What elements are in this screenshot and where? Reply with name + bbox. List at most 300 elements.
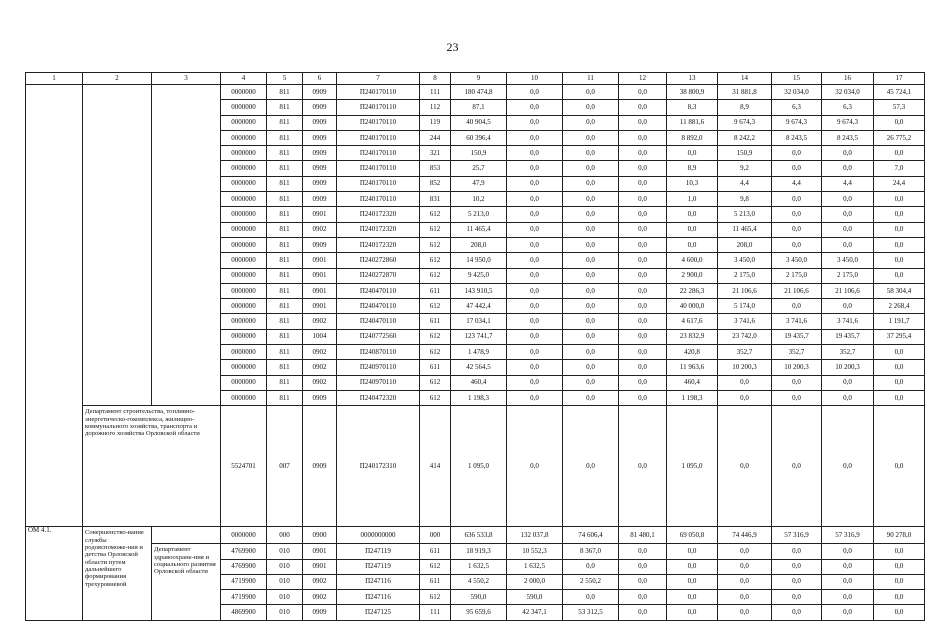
table-cell: 0,0 (718, 590, 772, 605)
table-cell: 352,7 (718, 345, 772, 360)
table-cell: 0,0 (563, 176, 619, 191)
table-cell: 612 (420, 207, 451, 222)
table-cell: 0901 (303, 253, 337, 268)
table-cell: 0909 (303, 176, 337, 191)
table-cell: 0,0 (874, 207, 925, 222)
table-cell: П240470110 (337, 314, 420, 329)
table-cell: 4 550,2 (451, 574, 507, 589)
empty-cell (83, 85, 152, 406)
table-cell: 0,0 (667, 222, 718, 237)
table-cell: 0902 (303, 345, 337, 360)
table-cell: 0,0 (772, 390, 822, 405)
table-cell: 811 (267, 390, 303, 405)
table-cell: 0,0 (772, 590, 822, 605)
table-cell: 010 (267, 559, 303, 574)
table-cell: 0,0 (619, 222, 667, 237)
table-cell: 811 (267, 176, 303, 191)
table-cell: 0,0 (874, 237, 925, 252)
table-cell: 8 367,0 (563, 544, 619, 559)
table-cell: 420,8 (667, 345, 718, 360)
table-cell: 0,0 (772, 161, 822, 176)
table-cell: 57 316,9 (822, 527, 874, 544)
table-cell: 0,0 (507, 130, 563, 145)
table-cell: 0,0 (874, 360, 925, 375)
column-number: 5 (267, 73, 303, 85)
table-cell: 0,0 (507, 268, 563, 283)
table-cell: 21 106,6 (772, 283, 822, 298)
table-cell: П240772560 (337, 329, 420, 344)
table-cell: 0,0 (874, 222, 925, 237)
table-cell: 74 606,4 (563, 527, 619, 544)
table-cell: П240970110 (337, 375, 420, 390)
table-cell: 590,0 (451, 590, 507, 605)
table-cell: 0,0 (619, 237, 667, 252)
table-cell: 0,0 (619, 345, 667, 360)
table-cell: 0,0 (874, 192, 925, 207)
table-cell: 3 450,0 (822, 253, 874, 268)
table-cell: 0,0 (507, 176, 563, 191)
table-cell: 0,0 (563, 345, 619, 360)
column-number: 4 (221, 73, 267, 85)
table-cell: 811 (267, 360, 303, 375)
table-cell: 0,0 (507, 207, 563, 222)
column-number: 2 (83, 73, 152, 85)
table-cell: 4 600,0 (667, 253, 718, 268)
table-cell: 1 478,9 (451, 345, 507, 360)
table-cell: 0,0 (667, 590, 718, 605)
table-cell: 611 (420, 574, 451, 589)
table-cell: 0901 (303, 283, 337, 298)
table-cell: 0000000 (221, 207, 267, 222)
table-cell: 10,2 (451, 192, 507, 207)
table-cell: 0000000 (221, 527, 267, 544)
table-cell: 0,0 (772, 222, 822, 237)
table-cell: 0,0 (507, 146, 563, 161)
table-cell: 111 (420, 85, 451, 100)
table-cell: 2 268,4 (874, 299, 925, 314)
page-number: 23 (446, 40, 459, 54)
table-cell: 47 442,4 (451, 299, 507, 314)
column-number: 1 (26, 73, 83, 85)
table-cell: 5 174,0 (718, 299, 772, 314)
table-cell: 852 (420, 176, 451, 191)
table-cell: 87,1 (451, 100, 507, 115)
table-cell: 0,0 (563, 268, 619, 283)
table-cell: 119 (420, 115, 451, 130)
table-cell: 8 242,2 (718, 130, 772, 145)
table-cell: 0000000 (221, 375, 267, 390)
table-cell: 8 243,5 (822, 130, 874, 145)
table-cell: 0,0 (619, 253, 667, 268)
table-cell: 0902 (303, 375, 337, 390)
table-cell: 612 (420, 268, 451, 283)
table-cell: 150,9 (451, 146, 507, 161)
table-cell: 811 (267, 207, 303, 222)
column-number: 13 (667, 73, 718, 85)
table-cell: 0909 (303, 192, 337, 207)
table-cell: 0,0 (772, 375, 822, 390)
table-cell: 8,3 (667, 100, 718, 115)
table-cell: 0,0 (619, 375, 667, 390)
table-cell: 3 450,0 (718, 253, 772, 268)
table-cell: 5524701 (221, 406, 267, 527)
table-cell: 0,0 (822, 375, 874, 390)
table-cell: 0901 (303, 299, 337, 314)
table-cell: П247119 (337, 544, 420, 559)
table-cell: 010 (267, 544, 303, 559)
table-cell: 0,0 (822, 574, 874, 589)
table-cell: 47,9 (451, 176, 507, 191)
table-cell: 0,0 (563, 375, 619, 390)
table-cell: 40 904,5 (451, 115, 507, 130)
column-number: 8 (420, 73, 451, 85)
table-cell: 40 000,0 (667, 299, 718, 314)
table-cell: 208,0 (451, 237, 507, 252)
table-cell: 74 446,9 (718, 527, 772, 544)
table-cell: 0000000 (221, 192, 267, 207)
table-cell: 1004 (303, 329, 337, 344)
table-cell: 7,0 (874, 161, 925, 176)
table-cell: П240170110 (337, 192, 420, 207)
table-cell: 19 435,7 (822, 329, 874, 344)
table-cell: 0000000 (221, 237, 267, 252)
table-cell: 0,0 (667, 237, 718, 252)
empty-cell (152, 85, 221, 406)
table-cell: 0,0 (619, 574, 667, 589)
table-cell: 811 (267, 375, 303, 390)
table-cell: 0,0 (874, 390, 925, 405)
table-cell: 4769900 (221, 544, 267, 559)
table-row (26, 85, 925, 100)
table-cell: 0,0 (619, 590, 667, 605)
table-cell: 0,0 (563, 85, 619, 100)
table-cell: 0,0 (772, 146, 822, 161)
table-cell: 0,0 (507, 237, 563, 252)
column-number: 14 (718, 73, 772, 85)
table-cell: 244 (420, 130, 451, 145)
table-cell: 0,0 (563, 329, 619, 344)
table-cell: 0,0 (563, 314, 619, 329)
table-cell: П240870110 (337, 345, 420, 360)
table-cell: 0,0 (822, 590, 874, 605)
table-cell: 0902 (303, 590, 337, 605)
table-cell: 0000000 (221, 345, 267, 360)
table-cell: 612 (420, 253, 451, 268)
table-cell: 0909 (303, 406, 337, 527)
table-cell: 0,0 (667, 207, 718, 222)
table-cell: 32 034,0 (822, 85, 874, 100)
table-cell: 0,0 (507, 329, 563, 344)
table-cell: 0,0 (619, 207, 667, 222)
table-cell: П240272870 (337, 268, 420, 283)
table-cell: 0901 (303, 559, 337, 574)
table-cell: 0,0 (874, 345, 925, 360)
table-cell: 010 (267, 590, 303, 605)
table-cell: 2 175,0 (822, 268, 874, 283)
table-cell: 0000000 (221, 130, 267, 145)
table-cell: 3 450,0 (772, 253, 822, 268)
table-cell: 611 (420, 283, 451, 298)
table-cell: 0000000 (221, 222, 267, 237)
table-cell: 007 (267, 406, 303, 527)
table-cell: 1,0 (667, 192, 718, 207)
table-cell: 811 (267, 161, 303, 176)
table-cell: 0,0 (507, 406, 563, 527)
column-number: 16 (822, 73, 874, 85)
table-cell: 0000000 (221, 314, 267, 329)
table-cell: 180 474,8 (451, 85, 507, 100)
table-cell: 10 200,3 (772, 360, 822, 375)
table-cell: 21 106,6 (718, 283, 772, 298)
table-cell: 0,0 (619, 544, 667, 559)
table-cell: 0000000000 (337, 527, 420, 544)
table-cell: 612 (420, 390, 451, 405)
table-cell: 0,0 (874, 544, 925, 559)
table-cell: 11 465,4 (451, 222, 507, 237)
table-cell: 4869900 (221, 605, 267, 620)
table-cell: 811 (267, 100, 303, 115)
table-cell: П240170110 (337, 176, 420, 191)
table-cell: 58 304,4 (874, 283, 925, 298)
table-cell: 53 312,5 (563, 605, 619, 620)
table-cell: 10 200,3 (822, 360, 874, 375)
table-cell: П240170110 (337, 130, 420, 145)
table-cell: 10 200,3 (718, 360, 772, 375)
table-cell: 0,0 (619, 329, 667, 344)
table-cell: 0,0 (619, 115, 667, 130)
table-cell: 2 900,0 (667, 268, 718, 283)
table-cell: 0,0 (667, 559, 718, 574)
table-cell: 11 465,4 (718, 222, 772, 237)
table-cell: 0,0 (563, 146, 619, 161)
table-cell: 0,0 (667, 574, 718, 589)
table-cell: 6,3 (822, 100, 874, 115)
table-cell: 0,0 (563, 283, 619, 298)
table-cell: 0,0 (772, 559, 822, 574)
table-cell: 0000000 (221, 161, 267, 176)
table-cell: 612 (420, 345, 451, 360)
table-cell: 2 175,0 (718, 268, 772, 283)
table-cell: 0,0 (874, 253, 925, 268)
table-cell: 0909 (303, 390, 337, 405)
table-cell: 5 213,0 (451, 207, 507, 222)
table-cell: 9 674,3 (772, 115, 822, 130)
table-cell: 57,3 (874, 100, 925, 115)
table-cell: 26 775,2 (874, 130, 925, 145)
table-cell: 811 (267, 222, 303, 237)
table-cell: 811 (267, 146, 303, 161)
table-cell: 0,0 (822, 406, 874, 527)
table-cell: 0,0 (507, 192, 563, 207)
table-cell: 0,0 (822, 161, 874, 176)
table-cell: 0,0 (772, 406, 822, 527)
table-cell: 811 (267, 329, 303, 344)
table-cell: 0,0 (718, 559, 772, 574)
table-cell: 0,0 (718, 605, 772, 620)
table-cell: 0,0 (667, 605, 718, 620)
table-cell: 9 674,3 (718, 115, 772, 130)
table-cell: П240172320 (337, 237, 420, 252)
table-cell: 811 (267, 283, 303, 298)
table-cell: 811 (267, 314, 303, 329)
table-cell: 0901 (303, 544, 337, 559)
table-cell: 0,0 (619, 299, 667, 314)
table-cell: П240170110 (337, 161, 420, 176)
table-cell: 0,0 (772, 544, 822, 559)
table-cell: 0909 (303, 146, 337, 161)
table-cell: 0,0 (619, 283, 667, 298)
table-cell: 0,0 (507, 161, 563, 176)
table-cell: 0000000 (221, 115, 267, 130)
table-cell: П240170110 (337, 115, 420, 130)
table-cell: П247125 (337, 605, 420, 620)
table-cell: П247116 (337, 574, 420, 589)
table-cell: 0,0 (667, 544, 718, 559)
table-cell: 0,0 (619, 360, 667, 375)
table-cell: 0,0 (718, 406, 772, 527)
table-cell: 1 198,3 (667, 390, 718, 405)
table-cell: 0,0 (874, 559, 925, 574)
table-cell: 0,0 (563, 130, 619, 145)
table-cell: 0,0 (718, 544, 772, 559)
table-cell: 0900 (303, 527, 337, 544)
table-cell: 37 295,4 (874, 329, 925, 344)
table-cell: 0,0 (619, 314, 667, 329)
table-cell: 0,0 (507, 222, 563, 237)
table-cell: 0,0 (507, 360, 563, 375)
table-cell: 0,0 (822, 146, 874, 161)
empty-cell (152, 527, 221, 544)
table-cell: 0000000 (221, 176, 267, 191)
table-cell: 42 347,1 (507, 605, 563, 620)
table-cell: 9,8 (718, 192, 772, 207)
table-cell: П240172320 (337, 207, 420, 222)
table-cell: 811 (267, 115, 303, 130)
table-cell: 0,0 (874, 406, 925, 527)
table-cell: 611 (420, 544, 451, 559)
table-cell: 0,0 (507, 390, 563, 405)
table-cell: П240472320 (337, 390, 420, 405)
table-cell: 8,9 (718, 100, 772, 115)
table-cell: 0909 (303, 161, 337, 176)
table-cell: 0,0 (507, 283, 563, 298)
column-number: 15 (772, 73, 822, 85)
table-cell: 8 243,5 (772, 130, 822, 145)
table-cell: 0,0 (874, 574, 925, 589)
table-cell: 9,2 (718, 161, 772, 176)
column-number: 7 (337, 73, 420, 85)
table-cell: П240470110 (337, 299, 420, 314)
table-cell: 21 106,6 (822, 283, 874, 298)
table-cell: 14 950,0 (451, 253, 507, 268)
table-cell: 612 (420, 222, 451, 237)
table-cell: 010 (267, 574, 303, 589)
table-cell: 0,0 (718, 390, 772, 405)
table-cell: 612 (420, 299, 451, 314)
table-cell: 612 (420, 375, 451, 390)
table-cell: 612 (420, 329, 451, 344)
table-cell: 5 213,0 (718, 207, 772, 222)
table-cell: 831 (420, 192, 451, 207)
table-cell: П247116 (337, 590, 420, 605)
table-cell: 132 037,8 (507, 527, 563, 544)
table-cell: 811 (267, 85, 303, 100)
table-cell: 811 (267, 299, 303, 314)
table-cell: 811 (267, 268, 303, 283)
table-cell: 60 396,4 (451, 130, 507, 145)
table-cell: 3 741,6 (822, 314, 874, 329)
table-cell: 0,0 (619, 146, 667, 161)
table-cell: 0,0 (619, 130, 667, 145)
table-cell: 0,0 (772, 237, 822, 252)
table-cell: 0901 (303, 268, 337, 283)
table-cell: 811 (267, 253, 303, 268)
table-cell: 10 552,3 (507, 544, 563, 559)
table-cell: 0909 (303, 100, 337, 115)
table-cell: 0,0 (507, 375, 563, 390)
table-cell: 0,0 (563, 207, 619, 222)
table-cell: 853 (420, 161, 451, 176)
table-cell: 0,0 (619, 559, 667, 574)
table-cell: 0,0 (563, 390, 619, 405)
table-cell: 0,0 (667, 146, 718, 161)
table-cell: 4,4 (718, 176, 772, 191)
table-cell: 4719900 (221, 590, 267, 605)
table-cell: 0901 (303, 207, 337, 222)
table-cell: 0,0 (772, 299, 822, 314)
table-cell: П240272860 (337, 253, 420, 268)
table-cell: 0000000 (221, 299, 267, 314)
table-cell: 0,0 (563, 559, 619, 574)
table-cell: 0,0 (563, 406, 619, 527)
table-cell: 0902 (303, 222, 337, 237)
table-cell: 4,4 (772, 176, 822, 191)
table-cell: 0,0 (619, 176, 667, 191)
table-cell: 95 659,6 (451, 605, 507, 620)
table-cell: 0000000 (221, 100, 267, 115)
column-number: 11 (563, 73, 619, 85)
empty-cell (26, 85, 83, 527)
table-cell: 17 034,1 (451, 314, 507, 329)
table-cell: 0,0 (772, 192, 822, 207)
department-name: Департамент строительства, топливно-энергетическо-гокомплекса, жилищно-коммунального хозяйства, транспорта и дорожного хозяйства Орловской области (83, 406, 221, 527)
table-cell: 0902 (303, 314, 337, 329)
table-cell: 0,0 (507, 115, 563, 130)
table-cell: 2 000,0 (507, 574, 563, 589)
table-cell: 352,7 (822, 345, 874, 360)
measure-code: ОМ 4.1. (26, 527, 83, 620)
table-cell: 25,7 (451, 161, 507, 176)
table-cell: 0,0 (563, 590, 619, 605)
table-cell: 90 278,0 (874, 527, 925, 544)
table-cell: 636 533,8 (451, 527, 507, 544)
table-cell: 612 (420, 559, 451, 574)
table-cell: 000 (420, 527, 451, 544)
table-cell: 010 (267, 605, 303, 620)
table-cell: 0,0 (822, 192, 874, 207)
table-cell: 0,0 (619, 85, 667, 100)
table-cell: П240172310 (337, 406, 420, 527)
table-cell: 0,0 (822, 559, 874, 574)
table-cell: 0,0 (507, 100, 563, 115)
table-cell: 0,0 (563, 299, 619, 314)
table-cell: П240170110 (337, 146, 420, 161)
table-cell: 38 800,9 (667, 85, 718, 100)
table-cell: 32 034,0 (772, 85, 822, 100)
table-cell: 8 892,0 (667, 130, 718, 145)
table-cell: 590,0 (507, 590, 563, 605)
table-cell: 3 741,6 (772, 314, 822, 329)
